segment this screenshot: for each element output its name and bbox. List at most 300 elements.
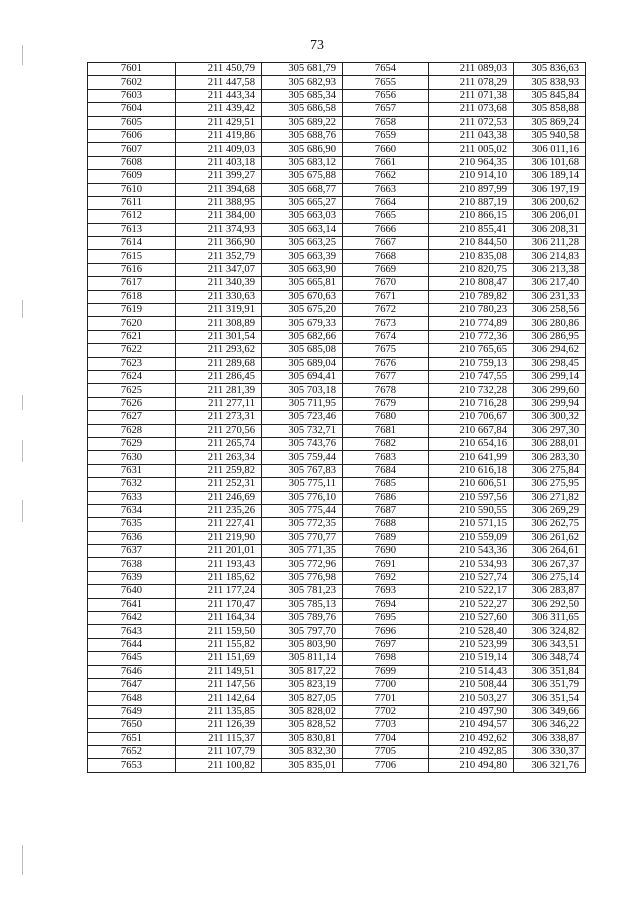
y-coordinate-cell: 305 838,93 [514, 76, 586, 89]
table-row [88, 103, 586, 116]
y-coordinate-cell: 306 338,87 [514, 732, 586, 745]
y-coordinate-cell: 305 823,19 [262, 678, 343, 691]
x-coordinate-cell: 211 235,26 [176, 504, 262, 517]
x-coordinate-cell: 210 606,51 [429, 478, 514, 491]
table-row [88, 504, 586, 517]
y-coordinate-cell: 305 828,52 [262, 719, 343, 732]
point-number-cell: 7657 [343, 103, 429, 116]
x-coordinate-cell: 210 732,28 [429, 384, 514, 397]
x-coordinate-cell: 210 654,16 [429, 437, 514, 450]
point-number-cell: 7668 [343, 250, 429, 263]
x-coordinate-cell: 210 522,27 [429, 598, 514, 611]
x-coordinate-cell: 211 308,89 [176, 317, 262, 330]
y-coordinate-cell: 306 231,33 [514, 290, 586, 303]
y-coordinate-cell: 306 321,76 [514, 759, 586, 772]
point-number-cell: 7639 [88, 571, 176, 584]
point-number-cell: 7654 [343, 63, 429, 76]
y-coordinate-cell: 305 663,14 [262, 223, 343, 236]
table-row [88, 330, 586, 343]
point-number-cell: 7700 [343, 678, 429, 691]
y-coordinate-cell: 306 330,37 [514, 745, 586, 758]
y-coordinate-cell: 305 685,34 [262, 89, 343, 102]
y-coordinate-cell: 305 688,76 [262, 129, 343, 142]
x-coordinate-cell: 211 159,50 [176, 625, 262, 638]
point-number-cell: 7669 [343, 263, 429, 276]
y-coordinate-cell: 305 683,12 [262, 156, 343, 169]
table-row [88, 585, 586, 598]
table-row [88, 76, 586, 89]
x-coordinate-cell: 210 514,43 [429, 665, 514, 678]
x-coordinate-cell: 211 151,69 [176, 652, 262, 665]
table-row [88, 183, 586, 196]
x-coordinate-cell: 211 142,64 [176, 692, 262, 705]
point-number-cell: 7694 [343, 598, 429, 611]
x-coordinate-cell: 210 844,50 [429, 237, 514, 250]
point-number-cell: 7626 [88, 397, 176, 410]
point-number-cell: 7653 [88, 759, 176, 772]
point-number-cell: 7609 [88, 170, 176, 183]
point-number-cell: 7705 [343, 745, 429, 758]
y-coordinate-cell: 305 830,81 [262, 732, 343, 745]
x-coordinate-cell: 210 808,47 [429, 277, 514, 290]
point-number-cell: 7695 [343, 612, 429, 625]
x-coordinate-cell: 211 340,39 [176, 277, 262, 290]
point-number-cell: 7620 [88, 317, 176, 330]
point-number-cell: 7692 [343, 571, 429, 584]
x-coordinate-cell: 211 115,37 [176, 732, 262, 745]
x-coordinate-cell: 211 100,82 [176, 759, 262, 772]
x-coordinate-cell: 210 494,80 [429, 759, 514, 772]
x-coordinate-cell: 211 301,54 [176, 330, 262, 343]
point-number-cell: 7632 [88, 478, 176, 491]
point-number-cell: 7690 [343, 545, 429, 558]
y-coordinate-cell: 305 685,08 [262, 344, 343, 357]
y-coordinate-cell: 305 711,95 [262, 397, 343, 410]
x-coordinate-cell: 211 388,95 [176, 196, 262, 209]
point-number-cell: 7647 [88, 678, 176, 691]
x-coordinate-cell: 210 772,36 [429, 330, 514, 343]
table-row [88, 759, 586, 772]
y-coordinate-cell: 305 858,88 [514, 103, 586, 116]
x-coordinate-cell: 211 107,79 [176, 745, 262, 758]
x-coordinate-cell: 210 789,82 [429, 290, 514, 303]
y-coordinate-cell: 306 283,87 [514, 585, 586, 598]
y-coordinate-cell: 306 288,01 [514, 437, 586, 450]
point-number-cell: 7696 [343, 625, 429, 638]
point-number-cell: 7607 [88, 143, 176, 156]
point-number-cell: 7621 [88, 330, 176, 343]
table-row [88, 263, 586, 276]
x-coordinate-cell: 210 590,55 [429, 504, 514, 517]
point-number-cell: 7661 [343, 156, 429, 169]
point-number-cell: 7625 [88, 384, 176, 397]
point-number-cell: 7614 [88, 237, 176, 250]
x-coordinate-cell: 211 447,58 [176, 76, 262, 89]
table-row [88, 290, 586, 303]
point-number-cell: 7645 [88, 652, 176, 665]
table-row [88, 678, 586, 691]
y-coordinate-cell: 305 663,25 [262, 237, 343, 250]
y-coordinate-cell: 305 832,30 [262, 745, 343, 758]
y-coordinate-cell: 306 348,74 [514, 652, 586, 665]
point-number-cell: 7652 [88, 745, 176, 758]
y-coordinate-cell: 305 781,23 [262, 585, 343, 598]
table-row [88, 344, 586, 357]
x-coordinate-cell: 211 293,62 [176, 344, 262, 357]
y-coordinate-cell: 306 101,68 [514, 156, 586, 169]
point-number-cell: 7610 [88, 183, 176, 196]
y-coordinate-cell: 305 663,03 [262, 210, 343, 223]
x-coordinate-cell: 210 492,85 [429, 745, 514, 758]
point-number-cell: 7634 [88, 504, 176, 517]
y-coordinate-cell: 306 258,56 [514, 304, 586, 317]
x-coordinate-cell: 210 641,99 [429, 451, 514, 464]
point-number-cell: 7613 [88, 223, 176, 236]
x-coordinate-cell: 211 252,31 [176, 478, 262, 491]
point-number-cell: 7637 [88, 545, 176, 558]
x-coordinate-cell: 211 170,47 [176, 598, 262, 611]
point-number-cell: 7673 [343, 317, 429, 330]
table-row [88, 545, 586, 558]
x-coordinate-cell: 211 126,39 [176, 719, 262, 732]
x-coordinate-cell: 210 534,93 [429, 558, 514, 571]
x-coordinate-cell: 210 522,17 [429, 585, 514, 598]
y-coordinate-cell: 305 686,58 [262, 103, 343, 116]
point-number-cell: 7603 [88, 89, 176, 102]
y-coordinate-cell: 305 681,79 [262, 63, 343, 76]
point-number-cell: 7648 [88, 692, 176, 705]
x-coordinate-cell: 211 265,74 [176, 437, 262, 450]
table-row [88, 625, 586, 638]
point-number-cell: 7633 [88, 491, 176, 504]
y-coordinate-cell: 306 262,75 [514, 518, 586, 531]
x-coordinate-cell: 211 399,27 [176, 170, 262, 183]
point-number-cell: 7611 [88, 196, 176, 209]
x-coordinate-cell: 211 071,38 [429, 89, 514, 102]
y-coordinate-cell: 305 835,01 [262, 759, 343, 772]
y-coordinate-cell: 306 214,83 [514, 250, 586, 263]
point-number-cell: 7601 [88, 63, 176, 76]
table-row [88, 424, 586, 437]
y-coordinate-cell: 306 292,50 [514, 598, 586, 611]
table-row [88, 89, 586, 102]
point-number-cell: 7667 [343, 237, 429, 250]
x-coordinate-cell: 210 616,18 [429, 464, 514, 477]
y-coordinate-cell: 305 803,90 [262, 638, 343, 651]
point-number-cell: 7651 [88, 732, 176, 745]
y-coordinate-cell: 305 732,71 [262, 424, 343, 437]
x-coordinate-cell: 211 149,51 [176, 665, 262, 678]
y-coordinate-cell: 305 689,22 [262, 116, 343, 129]
x-coordinate-cell: 211 347,07 [176, 263, 262, 276]
table-row [88, 304, 586, 317]
point-number-cell: 7703 [343, 719, 429, 732]
x-coordinate-cell: 211 352,79 [176, 250, 262, 263]
scan-margin-mark [22, 45, 23, 65]
table-row [88, 478, 586, 491]
point-number-cell: 7686 [343, 491, 429, 504]
point-number-cell: 7656 [343, 89, 429, 102]
table-row [88, 571, 586, 584]
point-number-cell: 7672 [343, 304, 429, 317]
y-coordinate-cell: 306 351,84 [514, 665, 586, 678]
point-number-cell: 7666 [343, 223, 429, 236]
x-coordinate-cell: 211 246,69 [176, 491, 262, 504]
x-coordinate-cell: 211 273,31 [176, 411, 262, 424]
point-number-cell: 7659 [343, 129, 429, 142]
x-coordinate-cell: 211 155,82 [176, 638, 262, 651]
point-number-cell: 7617 [88, 277, 176, 290]
y-coordinate-cell: 305 743,76 [262, 437, 343, 450]
y-coordinate-cell: 306 298,45 [514, 357, 586, 370]
y-coordinate-cell: 306 294,62 [514, 344, 586, 357]
point-number-cell: 7644 [88, 638, 176, 651]
y-coordinate-cell: 305 675,88 [262, 170, 343, 183]
y-coordinate-cell: 305 817,22 [262, 665, 343, 678]
y-coordinate-cell: 306 349,66 [514, 705, 586, 718]
x-coordinate-cell: 211 409,03 [176, 143, 262, 156]
point-number-cell: 7706 [343, 759, 429, 772]
scan-margin-mark [22, 500, 23, 522]
y-coordinate-cell: 305 776,98 [262, 571, 343, 584]
y-coordinate-cell: 306 197,19 [514, 183, 586, 196]
x-coordinate-cell: 211 259,82 [176, 464, 262, 477]
table-row [88, 370, 586, 383]
x-coordinate-cell: 211 366,90 [176, 237, 262, 250]
point-number-cell: 7670 [343, 277, 429, 290]
y-coordinate-cell: 306 208,31 [514, 223, 586, 236]
y-coordinate-cell: 306 206,01 [514, 210, 586, 223]
point-number-cell: 7658 [343, 116, 429, 129]
table-row [88, 518, 586, 531]
table-row [88, 384, 586, 397]
y-coordinate-cell: 306 189,14 [514, 170, 586, 183]
y-coordinate-cell: 305 776,10 [262, 491, 343, 504]
point-number-cell: 7697 [343, 638, 429, 651]
x-coordinate-cell: 211 289,68 [176, 357, 262, 370]
y-coordinate-cell: 306 217,40 [514, 277, 586, 290]
table-row [88, 652, 586, 665]
point-number-cell: 7602 [88, 76, 176, 89]
x-coordinate-cell: 210 543,36 [429, 545, 514, 558]
y-coordinate-cell: 306 264,61 [514, 545, 586, 558]
table-row [88, 745, 586, 758]
x-coordinate-cell: 211 089,03 [429, 63, 514, 76]
point-number-cell: 7641 [88, 598, 176, 611]
x-coordinate-cell: 211 319,91 [176, 304, 262, 317]
x-coordinate-cell: 211 043,38 [429, 129, 514, 142]
x-coordinate-cell: 211 263,34 [176, 451, 262, 464]
table-row [88, 357, 586, 370]
y-coordinate-cell: 305 845,84 [514, 89, 586, 102]
x-coordinate-cell: 210 492,62 [429, 732, 514, 745]
x-coordinate-cell: 210 855,41 [429, 223, 514, 236]
point-number-cell: 7699 [343, 665, 429, 678]
point-number-cell: 7608 [88, 156, 176, 169]
x-coordinate-cell: 211 384,00 [176, 210, 262, 223]
y-coordinate-cell: 306 311,65 [514, 612, 586, 625]
x-coordinate-cell: 211 227,41 [176, 518, 262, 531]
point-number-cell: 7616 [88, 263, 176, 276]
point-number-cell: 7630 [88, 451, 176, 464]
point-number-cell: 7663 [343, 183, 429, 196]
point-number-cell: 7650 [88, 719, 176, 732]
x-coordinate-cell: 211 443,34 [176, 89, 262, 102]
y-coordinate-cell: 305 828,02 [262, 705, 343, 718]
table-row [88, 665, 586, 678]
y-coordinate-cell: 306 299,94 [514, 397, 586, 410]
y-coordinate-cell: 306 213,38 [514, 263, 586, 276]
x-coordinate-cell: 211 419,86 [176, 129, 262, 142]
table-row [88, 638, 586, 651]
y-coordinate-cell: 306 275,14 [514, 571, 586, 584]
x-coordinate-cell: 211 201,01 [176, 545, 262, 558]
point-number-cell: 7636 [88, 531, 176, 544]
table-row [88, 116, 586, 129]
table-row [88, 317, 586, 330]
y-coordinate-cell: 305 665,81 [262, 277, 343, 290]
y-coordinate-cell: 306 271,82 [514, 491, 586, 504]
y-coordinate-cell: 305 679,33 [262, 317, 343, 330]
x-coordinate-cell: 210 706,67 [429, 411, 514, 424]
point-number-cell: 7685 [343, 478, 429, 491]
x-coordinate-cell: 211 330,63 [176, 290, 262, 303]
table-row [88, 558, 586, 571]
point-number-cell: 7662 [343, 170, 429, 183]
point-number-cell: 7679 [343, 397, 429, 410]
point-number-cell: 7624 [88, 370, 176, 383]
y-coordinate-cell: 305 827,05 [262, 692, 343, 705]
table-row [88, 531, 586, 544]
x-coordinate-cell: 210 559,09 [429, 531, 514, 544]
point-number-cell: 7635 [88, 518, 176, 531]
point-number-cell: 7619 [88, 304, 176, 317]
y-coordinate-cell: 306 275,84 [514, 464, 586, 477]
table-row [88, 223, 586, 236]
y-coordinate-cell: 305 772,35 [262, 518, 343, 531]
y-coordinate-cell: 305 811,14 [262, 652, 343, 665]
x-coordinate-cell: 211 177,24 [176, 585, 262, 598]
x-coordinate-cell: 210 780,23 [429, 304, 514, 317]
x-coordinate-cell: 211 439,42 [176, 103, 262, 116]
x-coordinate-cell: 210 528,40 [429, 625, 514, 638]
x-coordinate-cell: 211 450,79 [176, 63, 262, 76]
y-coordinate-cell: 305 836,63 [514, 63, 586, 76]
y-coordinate-cell: 306 351,54 [514, 692, 586, 705]
page-number: 73 [310, 38, 324, 53]
x-coordinate-cell: 211 147,56 [176, 678, 262, 691]
x-coordinate-cell: 210 897,99 [429, 183, 514, 196]
table-row [88, 451, 586, 464]
table-row [88, 437, 586, 450]
y-coordinate-cell: 305 668,77 [262, 183, 343, 196]
x-coordinate-cell: 210 494,57 [429, 719, 514, 732]
y-coordinate-cell: 305 772,96 [262, 558, 343, 571]
y-coordinate-cell: 306 351,79 [514, 678, 586, 691]
y-coordinate-cell: 306 011,16 [514, 143, 586, 156]
y-coordinate-cell: 306 267,37 [514, 558, 586, 571]
y-coordinate-cell: 305 675,20 [262, 304, 343, 317]
x-coordinate-cell: 210 887,19 [429, 196, 514, 209]
table-row [88, 277, 586, 290]
y-coordinate-cell: 306 283,30 [514, 451, 586, 464]
table-row [88, 63, 586, 76]
point-number-cell: 7683 [343, 451, 429, 464]
x-coordinate-cell: 210 508,44 [429, 678, 514, 691]
table-row [88, 464, 586, 477]
point-number-cell: 7664 [343, 196, 429, 209]
point-number-cell: 7677 [343, 370, 429, 383]
x-coordinate-cell: 210 765,65 [429, 344, 514, 357]
x-coordinate-cell: 211 005,02 [429, 143, 514, 156]
y-coordinate-cell: 306 299,14 [514, 370, 586, 383]
point-number-cell: 7646 [88, 665, 176, 678]
x-coordinate-cell: 210 747,55 [429, 370, 514, 383]
point-number-cell: 7660 [343, 143, 429, 156]
x-coordinate-cell: 210 667,84 [429, 424, 514, 437]
point-number-cell: 7680 [343, 411, 429, 424]
x-coordinate-cell: 210 820,75 [429, 263, 514, 276]
scan-margin-mark [22, 440, 23, 462]
y-coordinate-cell: 305 703,18 [262, 384, 343, 397]
x-coordinate-cell: 210 964,35 [429, 156, 514, 169]
x-coordinate-cell: 210 774,89 [429, 317, 514, 330]
table-row [88, 612, 586, 625]
point-number-cell: 7702 [343, 705, 429, 718]
point-number-cell: 7605 [88, 116, 176, 129]
point-number-cell: 7638 [88, 558, 176, 571]
x-coordinate-cell: 211 403,18 [176, 156, 262, 169]
point-number-cell: 7674 [343, 330, 429, 343]
x-coordinate-cell: 210 519,14 [429, 652, 514, 665]
y-coordinate-cell: 305 797,70 [262, 625, 343, 638]
x-coordinate-cell: 210 914,10 [429, 170, 514, 183]
x-coordinate-cell: 210 527,74 [429, 571, 514, 584]
x-coordinate-cell: 210 866,15 [429, 210, 514, 223]
y-coordinate-cell: 305 689,04 [262, 357, 343, 370]
point-number-cell: 7618 [88, 290, 176, 303]
y-coordinate-cell: 305 670,63 [262, 290, 343, 303]
x-coordinate-cell: 211 078,29 [429, 76, 514, 89]
point-number-cell: 7655 [343, 76, 429, 89]
y-coordinate-cell: 306 324,82 [514, 625, 586, 638]
y-coordinate-cell: 306 280,86 [514, 317, 586, 330]
y-coordinate-cell: 305 682,93 [262, 76, 343, 89]
table-row [88, 250, 586, 263]
y-coordinate-cell: 305 785,13 [262, 598, 343, 611]
y-coordinate-cell: 305 767,83 [262, 464, 343, 477]
point-number-cell: 7689 [343, 531, 429, 544]
table-row [88, 210, 586, 223]
point-number-cell: 7627 [88, 411, 176, 424]
x-coordinate-cell: 211 281,39 [176, 384, 262, 397]
y-coordinate-cell: 305 686,90 [262, 143, 343, 156]
table-row [88, 411, 586, 424]
point-number-cell: 7687 [343, 504, 429, 517]
point-number-cell: 7704 [343, 732, 429, 745]
x-coordinate-cell: 210 835,08 [429, 250, 514, 263]
x-coordinate-cell: 210 571,15 [429, 518, 514, 531]
point-number-cell: 7649 [88, 705, 176, 718]
coordinates-table-body [88, 63, 586, 773]
y-coordinate-cell: 305 869,24 [514, 116, 586, 129]
y-coordinate-cell: 306 211,28 [514, 237, 586, 250]
y-coordinate-cell: 305 723,46 [262, 411, 343, 424]
x-coordinate-cell: 211 219,90 [176, 531, 262, 544]
point-number-cell: 7698 [343, 652, 429, 665]
x-coordinate-cell: 210 759,13 [429, 357, 514, 370]
point-number-cell: 7642 [88, 612, 176, 625]
